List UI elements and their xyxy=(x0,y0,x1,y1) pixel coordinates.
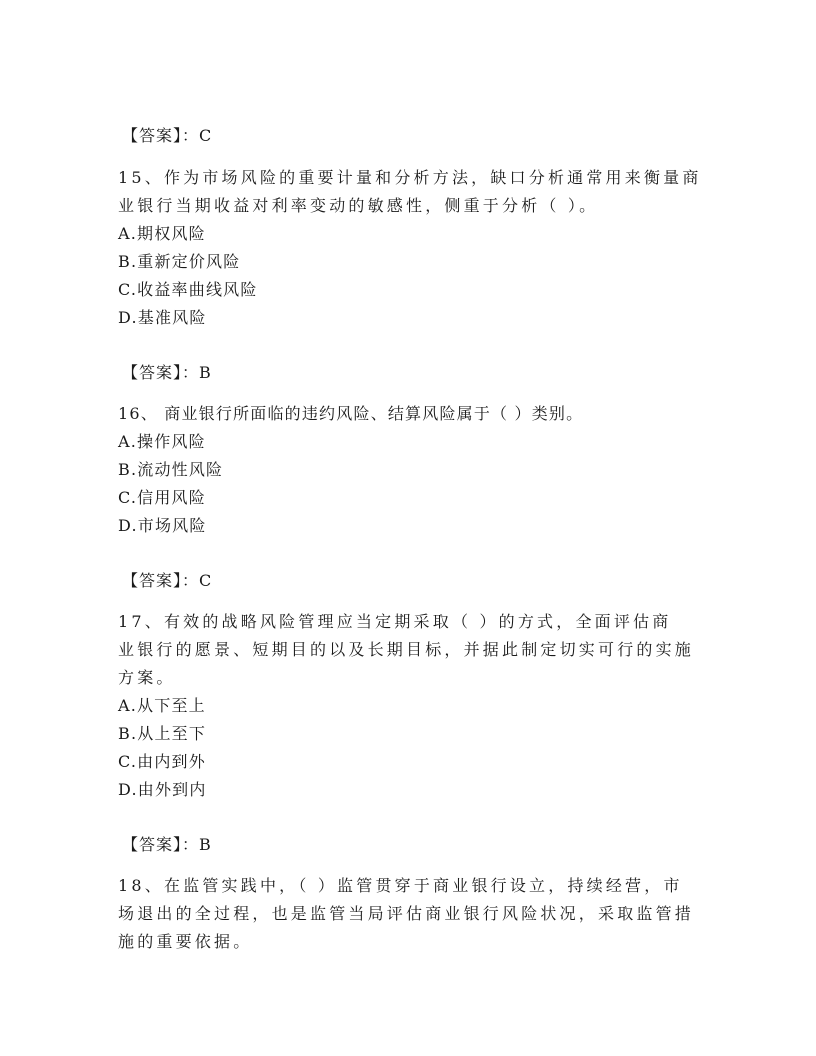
question-17-option-d: D.由外到内 xyxy=(118,780,207,799)
question-17-option-c: C.由内到外 xyxy=(118,752,206,771)
question-17-option-b: B.从上至下 xyxy=(118,724,207,743)
question-16-line-1: 16、 商业银行所面临的违约风险、结算风险属于（ ）类别。 xyxy=(118,404,584,423)
answer-14: 【答案】：C xyxy=(122,126,213,145)
question-15-option-b: B.重新定价风险 xyxy=(118,252,241,271)
question-16-option-a: A.操作风险 xyxy=(118,432,206,451)
question-18-line-1: 18、在监管实践中，（ ）监管贯穿于商业银行设立，持续经营，市 xyxy=(118,876,683,895)
answer-15: 【答案】：B xyxy=(122,363,212,382)
question-15-line-1: 15、作为市场风险的重要计量和分析方法，缺口分析通常用来衡量商 xyxy=(118,168,702,187)
question-15-line-2: 业银行当期收益对利率变动的敏感性，侧重于分析（ ）。 xyxy=(118,196,599,215)
question-16-option-d: D.市场风险 xyxy=(118,516,207,535)
answer-16: 【答案】：C xyxy=(122,571,213,590)
question-17-line-1: 17、有效的战略风险管理应当定期采取（ ）的方式，全面评估商 xyxy=(118,612,672,631)
answer-17: 【答案】：B xyxy=(122,835,212,854)
question-17-line-3: 方案。 xyxy=(118,668,176,687)
question-18-line-2: 场退出的全过程，也是监管当局评估商业银行风险状况，采取监管措 xyxy=(118,904,695,923)
question-15-option-c: C.收益率曲线风险 xyxy=(118,280,258,299)
question-15-option-a: A.期权风险 xyxy=(118,224,206,243)
question-17-option-a: A.从下至上 xyxy=(118,696,206,715)
question-16-option-c: C.信用风险 xyxy=(118,488,206,507)
question-16-option-b: B.流动性风险 xyxy=(118,460,224,479)
question-17-line-2: 业银行的愿景、短期目的以及长期目标，并据此制定切实可行的实施 xyxy=(118,640,695,659)
question-18-line-3: 施的重要依据。 xyxy=(118,932,253,951)
question-15-option-d: D.基准风险 xyxy=(118,308,207,327)
